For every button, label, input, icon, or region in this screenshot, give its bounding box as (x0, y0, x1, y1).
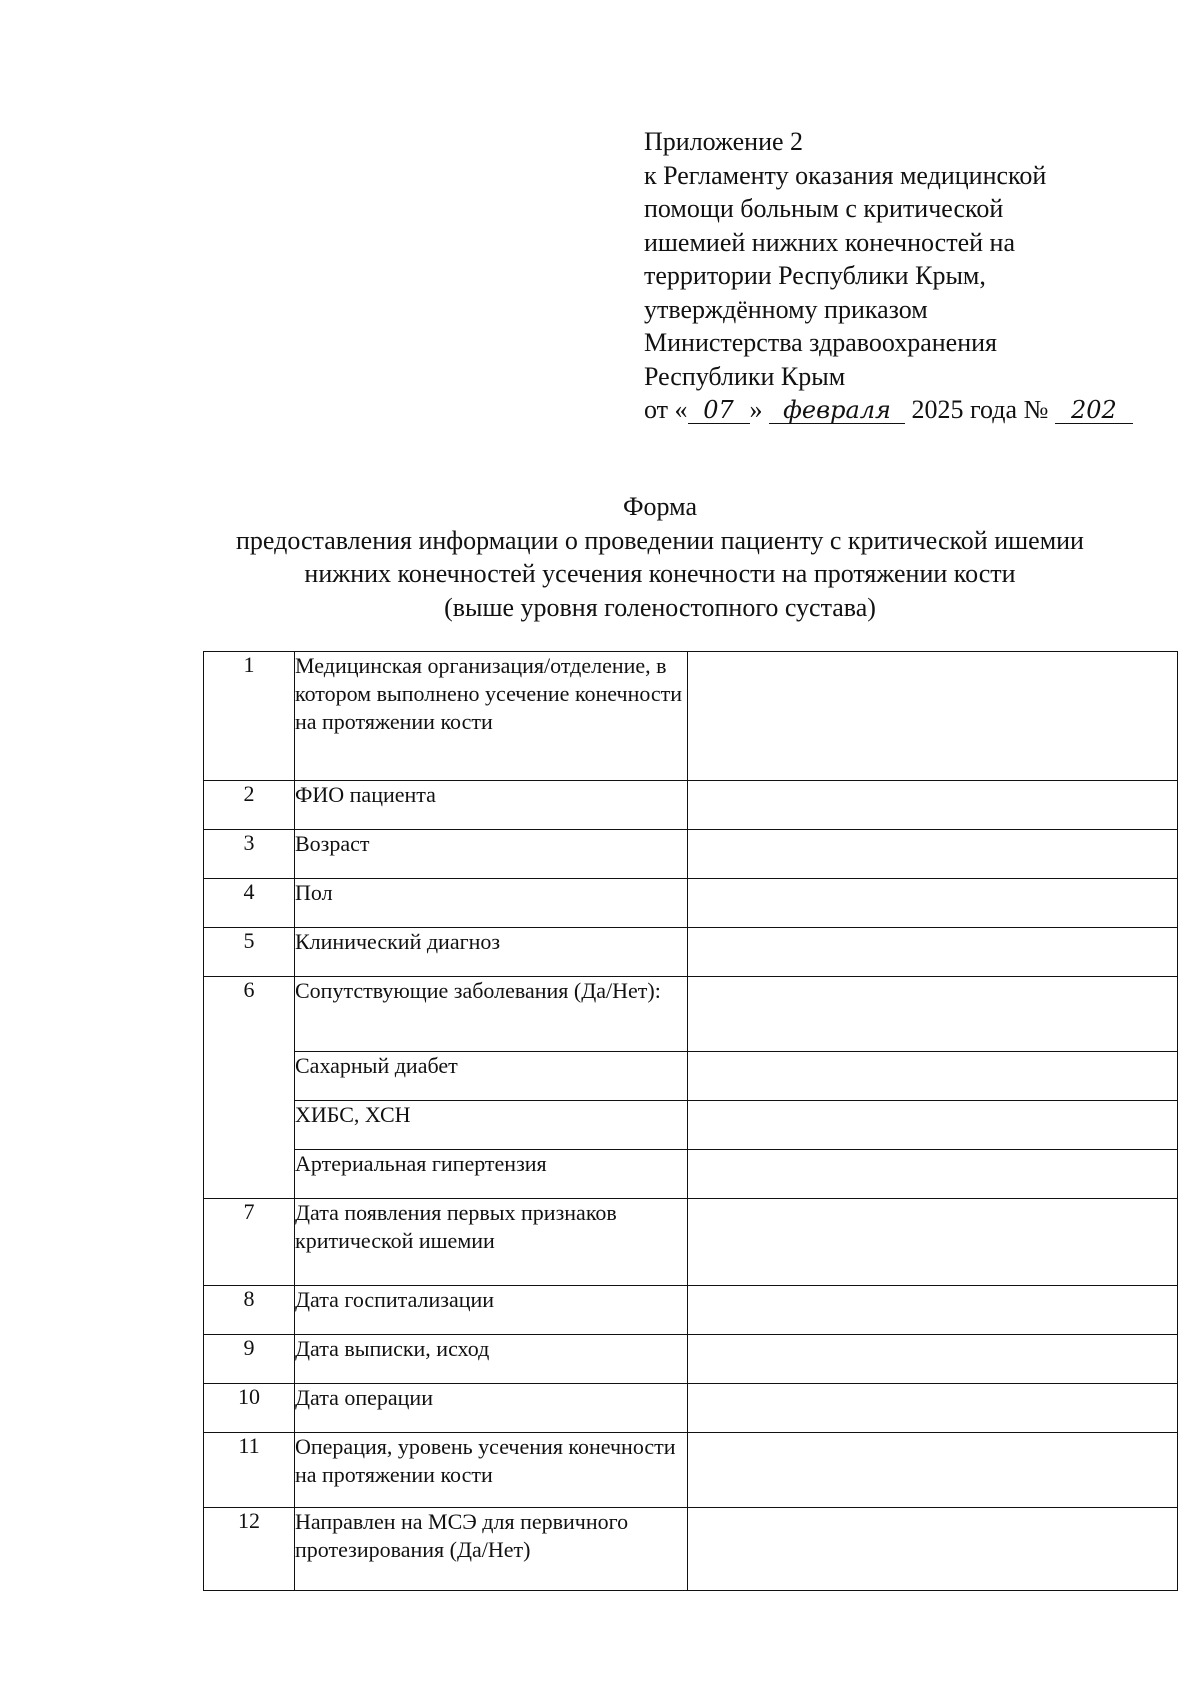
table-subrow (204, 1101, 1178, 1150)
row-value-cell[interactable] (688, 1150, 1178, 1199)
row-value-cell[interactable] (688, 1052, 1178, 1101)
info-table (203, 651, 1178, 1591)
row-value-cell[interactable] (688, 1433, 1178, 1508)
table-row (204, 1335, 1178, 1384)
order-date-line (644, 393, 1164, 427)
row-value-cell[interactable] (688, 1335, 1178, 1384)
appendix-line: Министерства здравоохранения (644, 328, 997, 357)
table-row (204, 781, 1178, 830)
table-subrow (204, 1052, 1178, 1101)
date-mid: » (749, 395, 763, 424)
appendix-line: утверждённому приказом (644, 294, 928, 324)
row-label: Дата операции (295, 1384, 688, 1433)
row-label: Сопутствующие заболевания (Да/Нет): (295, 977, 688, 1052)
row-number: 4 (204, 879, 295, 928)
row-value-cell[interactable] (688, 652, 1178, 781)
appendix-line: ишемией нижних конечностей на (644, 227, 1015, 257)
row-label: Возраст (295, 830, 688, 879)
row-number: 11 (204, 1433, 295, 1508)
row-number: 9 (204, 1335, 295, 1384)
table-subrow (204, 1150, 1178, 1199)
table-row (204, 830, 1178, 879)
form-title-line: (выше уровня голеностопного сустава) (444, 592, 876, 622)
form-title (180, 490, 1140, 624)
form-heading: Форма (623, 492, 697, 521)
row-sublabel: Артериальная гипертензия (295, 1150, 688, 1199)
date-year: 2025 года № (911, 395, 1049, 424)
form-title-line: нижних конечностей усечения конечности на протяжении кости (304, 559, 1016, 588)
row-value-cell[interactable] (688, 1199, 1178, 1286)
row-number: 10 (204, 1384, 295, 1433)
table-row (204, 652, 1178, 781)
table-row (204, 1433, 1178, 1508)
row-number: 5 (204, 928, 295, 977)
row-value-cell[interactable] (688, 977, 1178, 1052)
row-sublabel: Сахарный диабет (295, 1052, 688, 1101)
row-value-cell[interactable] (688, 928, 1178, 977)
table-row (204, 977, 1178, 1052)
row-label: Операция, уровень усечения конечности на протяжении кости (295, 1433, 688, 1508)
row-label: Дата появления первых признаков критической ишемии (295, 1199, 688, 1286)
appendix-line: помощи больным с критической (644, 194, 1004, 223)
form-title-line: предоставления информации о проведении пациенту с критической ишемии (236, 525, 1084, 555)
table-row (204, 1508, 1178, 1591)
row-label: Пол (295, 879, 688, 928)
row-number: 8 (204, 1286, 295, 1335)
row-label: Клинический диагноз (295, 928, 688, 977)
appendix-line: Приложение 2 (644, 127, 804, 156)
row-value-cell[interactable] (688, 781, 1178, 830)
table-row (204, 928, 1178, 977)
appendix-line: к Регламенту оказания медицинской (644, 160, 1047, 190)
row-value-cell[interactable] (688, 1508, 1178, 1591)
row-value-cell[interactable] (688, 1101, 1178, 1150)
row-label: ФИО пациента (295, 781, 688, 830)
date-prefix: от « (644, 395, 688, 424)
handwritten-month: февраля (769, 397, 905, 424)
row-label: Дата госпитализации (295, 1286, 688, 1335)
row-number: 1 (204, 652, 295, 781)
row-label: Медицинская организация/отделение, в котором выполнено усечение конечности на протяжении кости (295, 652, 688, 781)
table-row (204, 1286, 1178, 1335)
table-row (204, 1384, 1178, 1433)
row-value-cell[interactable] (688, 879, 1178, 928)
appendix-block (644, 125, 1164, 427)
handwritten-day: 07 (688, 397, 750, 424)
row-value-cell[interactable] (688, 1384, 1178, 1433)
appendix-line: Республики Крым (644, 361, 846, 391)
table-row (204, 1199, 1178, 1286)
row-sublabel: ХИБС, ХСН (295, 1101, 688, 1150)
handwritten-order-number: 202 (1055, 397, 1133, 424)
row-number: 2 (204, 781, 295, 830)
row-label: Направлен на МСЭ для первичного протезирования (Да/Нет) (295, 1508, 688, 1591)
row-number: 3 (204, 830, 295, 879)
row-number: 7 (204, 1199, 295, 1286)
row-label: Дата выписки, исход (295, 1335, 688, 1384)
row-number: 12 (204, 1508, 295, 1591)
row-value-cell[interactable] (688, 1286, 1178, 1335)
table-row (204, 879, 1178, 928)
appendix-line: территории Республики Крым, (644, 261, 986, 290)
row-value-cell[interactable] (688, 830, 1178, 879)
row-number: 6 (204, 977, 295, 1199)
